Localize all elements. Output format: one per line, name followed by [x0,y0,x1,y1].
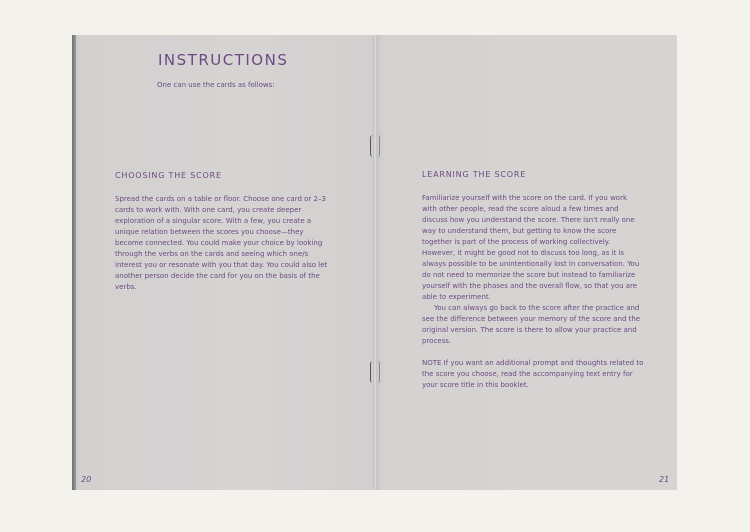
section-body-learning [422,193,644,391]
page-number-left: 20 [81,475,92,484]
page-number-right: 21 [659,475,670,484]
staple-bottom [370,361,380,383]
left-page [72,35,375,490]
page-subtitle: One can use the cards as follows: [157,81,275,89]
booklet-edge [72,35,76,490]
booklet-spread [72,35,677,490]
section-body-choosing [115,194,329,293]
learning-paragraph-2: You can always go back to the score after the practice and see the difference between your memory of the score and the original version. The score is there to allow your practice and process. [422,304,641,345]
booklet-spine [373,35,377,490]
page-title: INSTRUCTIONS [158,51,289,69]
choosing-paragraph: Spread the cards on a table or floor. Choose one card or 2–3 cards to work with. With one card, you create deeper exploration of a singular score. With a few, you create a unique relation between the scores you choose—they become connected. You could make your choice by looking through the verbs on the cards and seeing which one/s interest you or resonate with you that day. You could also let another person decide the card for you on the basis of the verbs. [115,195,328,291]
section-heading-choosing: CHOOSING THE SCORE [115,171,222,180]
right-page [375,35,677,490]
section-heading-learning: LEARNING THE SCORE [422,170,527,179]
learning-paragraph-1: Familiarize yourself with the score on the card. If you work with other people, read the score aloud a few times and discuss how you understand the score. There isn't really one way to understand them, but getting to know the score together is part of the process of working collectively. However, it might be good not to discuss too long, as it is always possible to be unintentionally lost in conversation. You do not need to memorize the score but instead to familiarize yourself with the phases and the overall flow, so that you are able to experiment. [422,194,640,301]
note-paragraph: NOTE If you want an additional prompt and thoughts related to the score you choose, read the accompanying text entry for your score title in this booklet. [422,359,644,389]
staple-top [370,135,380,157]
